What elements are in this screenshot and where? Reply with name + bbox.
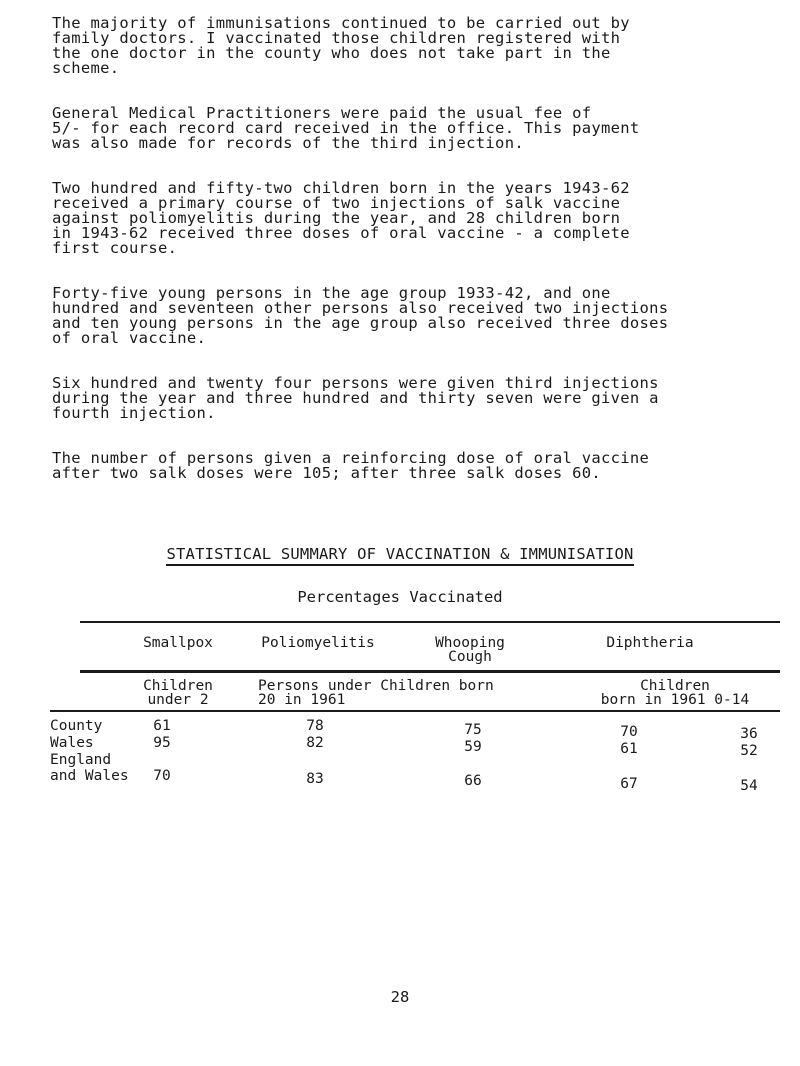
cell-county-polio: 78 — [306, 718, 324, 734]
group-header-polio-whooping: Persons under Children born 20 in 1961 — [258, 678, 494, 708]
summary-subtitle: Percentages Vaccinated — [297, 588, 503, 606]
header-smallpox: Smallpox — [143, 635, 213, 651]
header-poliomyelitis: Poliomyelitis — [261, 635, 375, 651]
paragraph-poliomyelitis: Two hundred and fifty-two children born in the years 1943-62 received a primary course of two injections of salk vaccine against poliomyelitis during the year, and 28 children born in 1943-62 received three doses of oral vaccine - a complete first course. — [52, 179, 630, 257]
cell-england-wales-diphtheria: 67 — [620, 776, 638, 792]
paragraph-reinforcing-dose: The number of persons given a reinforcing dose of oral vaccine after two salk doses were 105; after three salk doses 60. — [52, 449, 650, 482]
table-top-rule — [80, 621, 780, 623]
paragraph-medical-practitioners: General Medical Practitioners were paid the usual fee of 5/- for each record card received in the office. This payment was also made for records of the third injection. — [52, 104, 640, 152]
paragraph-immunisations: The majority of immunisations continued to be carried out by family doctors. I vaccinated those children registered with the one doctor in the county who does not take part in the scheme. — [52, 14, 630, 77]
cell-county-whooping: 75 — [464, 722, 482, 738]
paragraph-third-injections: Six hundred and twenty four persons were given third injections during the year and three hundred and thirty seven were given a fourth injection. — [52, 374, 659, 422]
cell-wales-diphtheria: 61 — [620, 741, 638, 757]
header-whooping-cough: Whooping Cough — [435, 635, 505, 665]
cell-wales-polio: 82 — [306, 735, 324, 751]
row-label-county: County — [50, 718, 103, 734]
cell-county-diphtheria: 70 — [620, 724, 638, 740]
page-number: 28 — [390, 988, 410, 1006]
cell-wales-diphtheria-0-14: 52 — [740, 743, 758, 759]
cell-wales-whooping: 59 — [464, 739, 482, 755]
paragraph-young-persons: Forty-five young persons in the age group 1933-42, and one hundred and seventeen other persons also received two injections and ten young persons in the age group also received three doses of oral vaccine. — [52, 284, 669, 347]
cell-england-wales-smallpox: 70 — [153, 768, 171, 784]
cell-county-smallpox: 61 — [153, 718, 171, 734]
header-diphtheria: Diphtheria — [606, 635, 694, 651]
table-body-rule — [50, 710, 780, 712]
table-header-rule — [80, 670, 780, 673]
group-header-smallpox: Children under 2 — [143, 678, 213, 708]
cell-county-diphtheria-0-14: 36 — [740, 726, 758, 742]
row-label-england-wales: England and Wales — [50, 752, 129, 784]
cell-england-wales-polio: 83 — [306, 771, 324, 787]
cell-wales-smallpox: 95 — [153, 735, 171, 751]
group-header-diphtheria: Children born in 1961 0-14 — [600, 678, 750, 708]
row-label-wales: Wales — [50, 735, 94, 751]
cell-england-wales-whooping: 66 — [464, 773, 482, 789]
summary-title: STATISTICAL SUMMARY OF VACCINATION & IMMUNISATION — [0, 545, 800, 563]
cell-england-wales-diphtheria-0-14: 54 — [740, 778, 758, 794]
